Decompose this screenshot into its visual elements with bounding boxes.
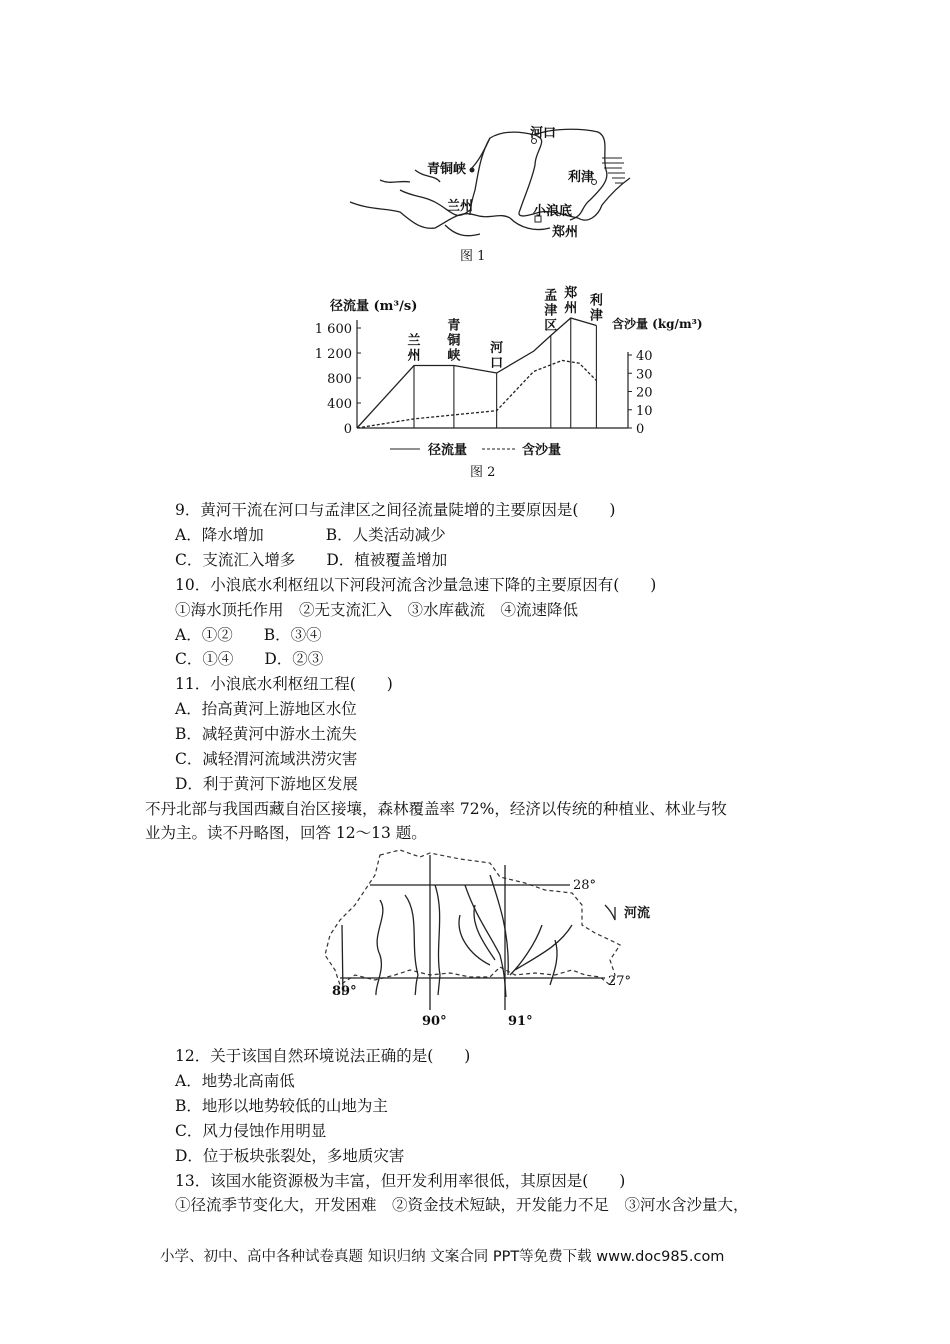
legend-runoff: 径流量 (428, 443, 468, 458)
station-label: 孟津区 (544, 288, 558, 334)
fig2-caption: 图 2 (470, 465, 496, 480)
station-label: 兰州 (407, 333, 421, 364)
q10-option-line: A．①② B．③④ (175, 625, 322, 644)
q10-option-line: ①海水顶托作用 ②无支流汇入 ③水库截流 ④流速降低 (175, 600, 579, 619)
lon-90-label: 90° (422, 1014, 447, 1029)
legend-river: 河流 (624, 906, 651, 921)
lon-91-label: 91° (508, 1014, 533, 1029)
runoff-line (357, 318, 596, 428)
station-label: 郑州 (564, 286, 578, 316)
y-tick-label: 400 (327, 397, 352, 412)
q11-stem: 11．小浪底水利枢纽工程( ) (175, 675, 393, 694)
q13-stem: 13．该国水能资源极为丰富，但开发利用率很低，其原因是( ) (175, 1171, 626, 1190)
station-label: 河口 (490, 341, 504, 371)
runoff-sediment-chart (314, 280, 703, 480)
q11-option-line: B．减轻黄河中游水土流失 (175, 725, 357, 744)
y2-tick-label: 40 (636, 349, 653, 364)
y-tick-label: 0 (343, 422, 352, 437)
lon-89-label: 89° (332, 984, 357, 999)
y-tick-label: 1 200 (314, 347, 352, 362)
passage-line-1: 不丹北部与我国西藏自治区接壤，森林覆盖率 72%，经济以传统的种植业、林业与牧 (145, 800, 727, 818)
lat-28-label: 28° (573, 878, 597, 893)
label-hekou: 河口 (530, 126, 557, 141)
q10-option-line: C．①④ D．②③ (175, 650, 324, 669)
q9-option-line: A．降水增加 B．人类活动减少 (175, 525, 446, 544)
y2-tick-label: 30 (636, 367, 653, 383)
y2-tick-label: 0 (636, 422, 645, 437)
lat-27-label: 27° (608, 974, 632, 989)
q11-option-line: A．抬高黄河上游地区水位 (175, 700, 357, 719)
label-lanzhou: 兰州 (447, 199, 474, 214)
label-qingtongxia: 青铜峡 (427, 162, 467, 177)
y-tick-label: 1 600 (314, 322, 352, 337)
q12-stem: 12．关于该国自然环境说法正确的是( ) (175, 1047, 471, 1065)
q12-option-line: C．风力侵蚀作用明显 (175, 1121, 327, 1140)
legend-sediment: 含沙量 (522, 443, 562, 458)
q12-option-line: B．地形以地势较低的山地为主 (175, 1096, 388, 1115)
sediment-line (357, 360, 596, 428)
footer-ad: 小学、初中、高中各种试卷真题 知识归纳 文案合同 PPT等免费下载 www.doc985.com (160, 1249, 725, 1265)
q12-option-line: D．位于板块张裂处，多地质灾害 (175, 1146, 405, 1165)
station-label: 青铜峡 (447, 318, 461, 364)
y2-tick-label: 20 (636, 385, 653, 401)
q9-option-line: C．支流汇入增多 D．植被覆盖增加 (175, 550, 448, 569)
q13-option-line: ①径流季节变化大，开发困难 ②资金技术短缺，开发能力不足 ③河水含沙量大， (175, 1196, 749, 1215)
bhutan-map (310, 845, 670, 1035)
label-xiaolangdi: 小浪底 (533, 204, 573, 219)
q12-option-line: A．地势北高南低 (175, 1071, 295, 1090)
q9-stem: 9．黄河干流在河口与孟津区之间径流量陡增的主要原因是( ) (175, 501, 616, 519)
y2-axis-label: 含沙量 (kg/m³) (612, 317, 703, 331)
q11-option-line: C．减轻渭河流域洪涝灾害 (175, 750, 358, 768)
station-label: 利津 (589, 293, 603, 324)
y-tick-label: 800 (327, 372, 352, 387)
q11-option-line: D．利于黄河下游地区发展 (175, 774, 358, 793)
passage-line-2: 业为主。读不丹略图，回答 12～13 题。 (145, 824, 427, 842)
y2-tick-label: 10 (636, 403, 653, 419)
y-axis-label: 径流量 (m³/s) (330, 299, 418, 314)
yellow-river-map (340, 120, 640, 270)
q10-stem: 10．小浪底水利枢纽以下河段河流含沙量急速下降的主要原因有( ) (175, 575, 657, 594)
label-zhengzhou: 郑州 (552, 225, 579, 240)
fig1-caption: 图 1 (460, 249, 486, 264)
label-lijin: 利津 (568, 170, 595, 185)
